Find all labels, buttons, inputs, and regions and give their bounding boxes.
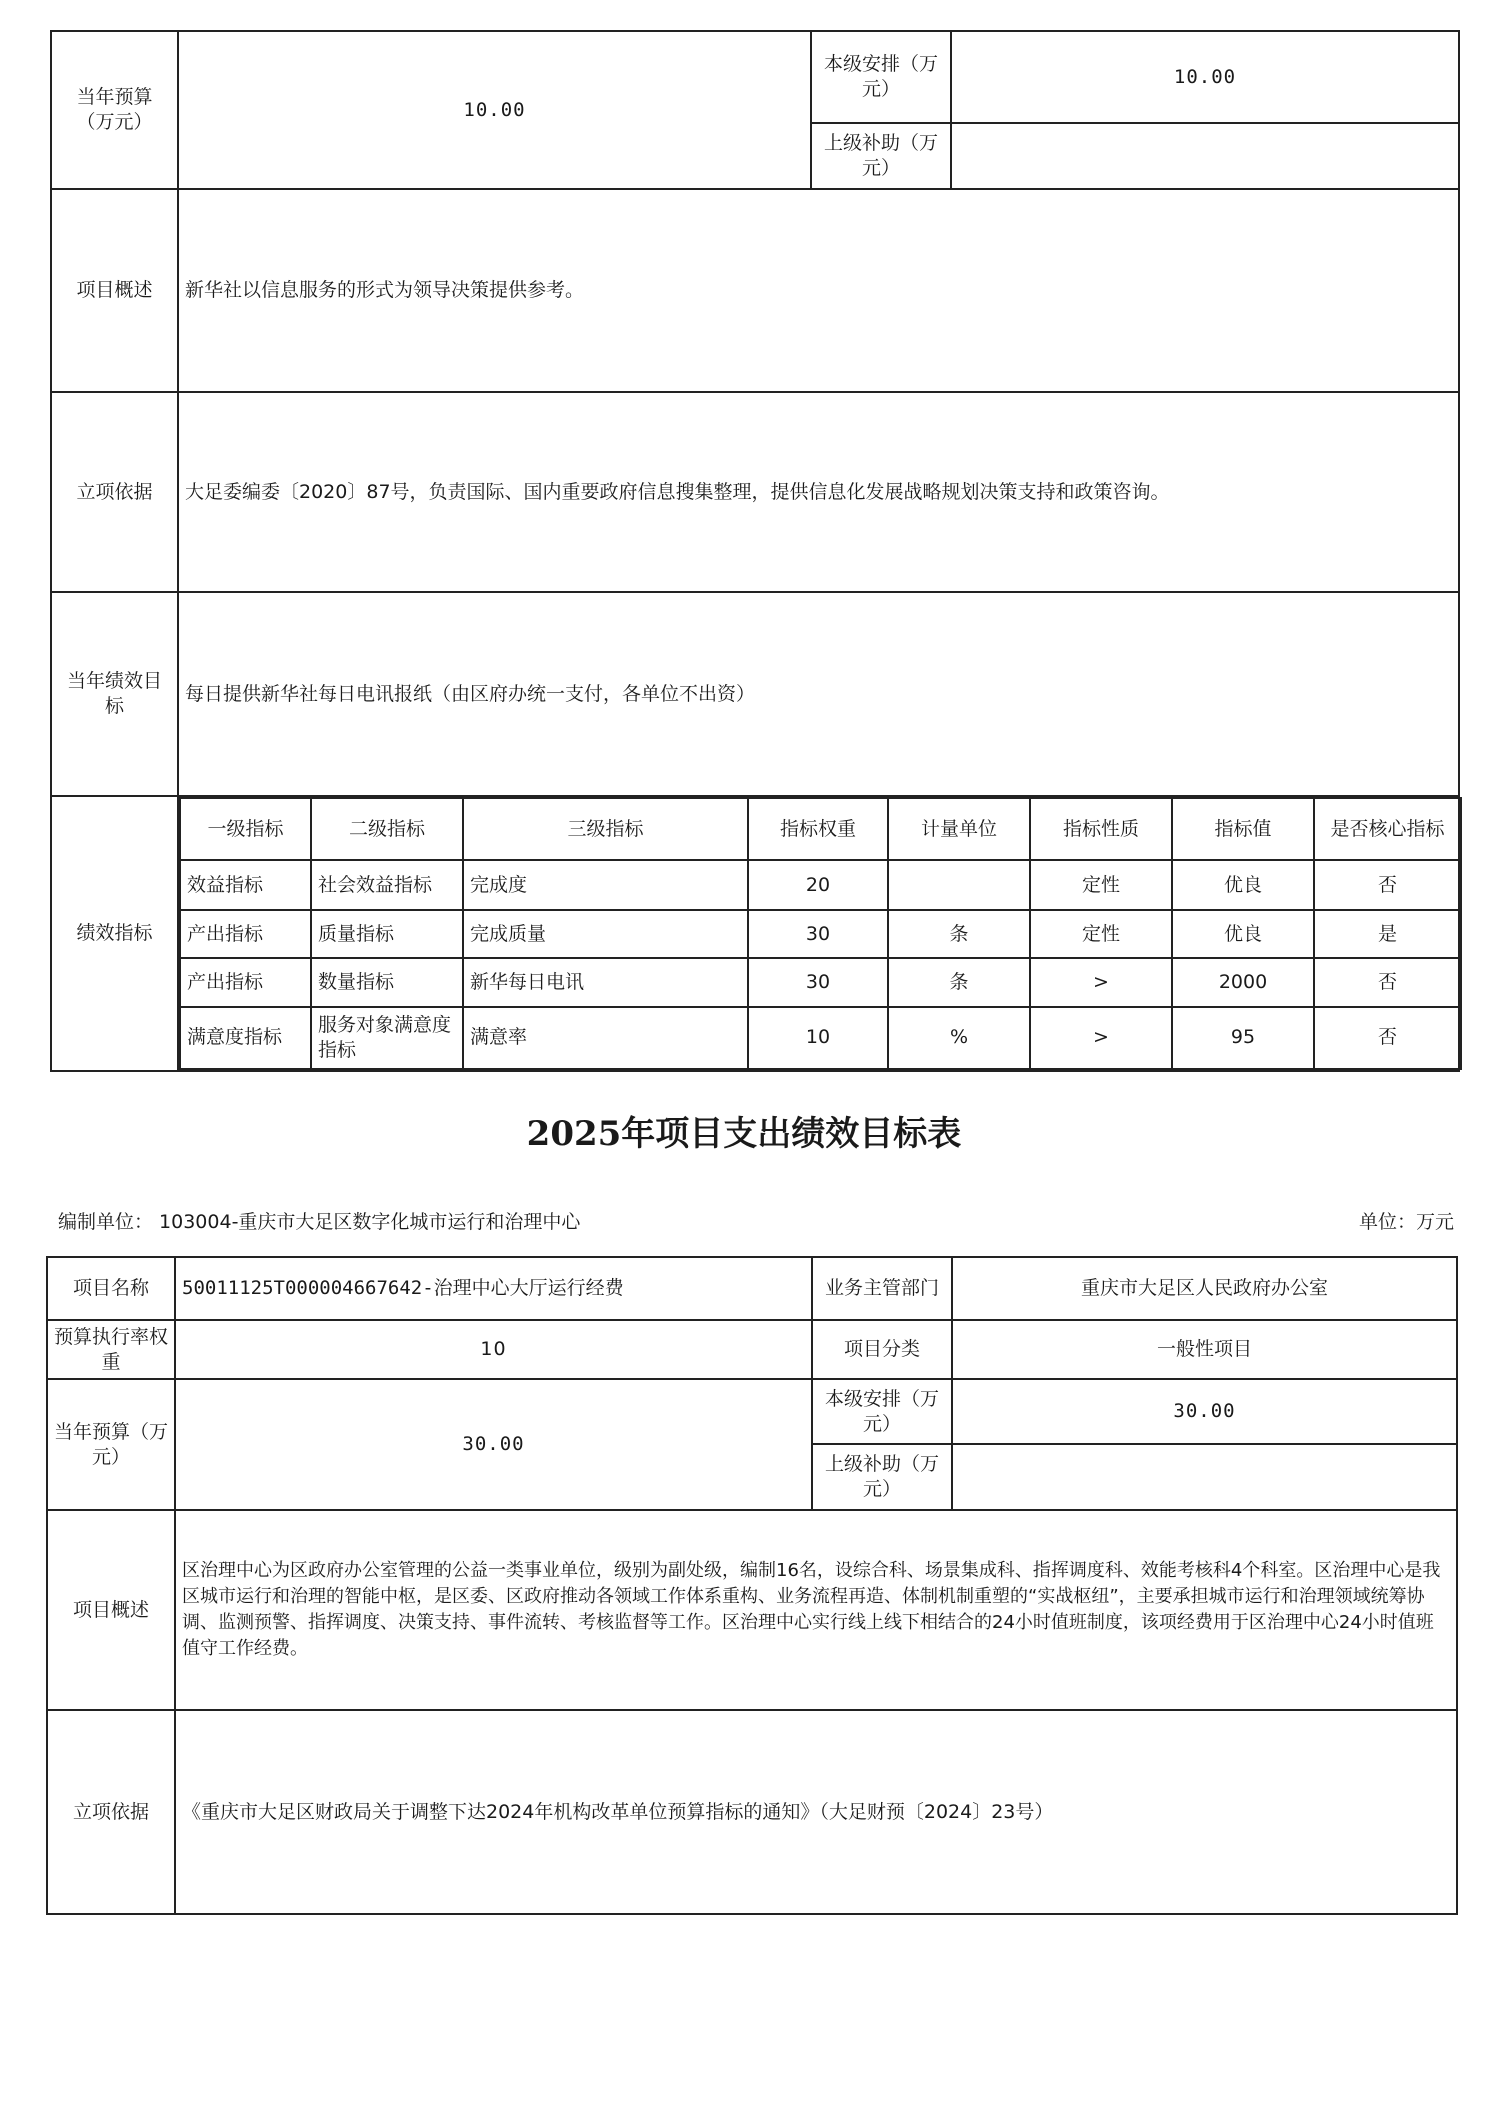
header-cell: 三级指标 — [463, 798, 748, 860]
basis-label: 立项依据 — [51, 392, 178, 592]
overview-text: 新华社以信息服务的形式为领导决策提供参考。 — [178, 189, 1459, 392]
table-row — [180, 958, 1461, 1006]
rate-value: 10 — [175, 1320, 812, 1379]
budget-total: 30.00 — [175, 1379, 812, 1510]
level2-cell: 数量指标 — [311, 958, 463, 1006]
weight-cell: 10 — [748, 1007, 888, 1070]
dept-label: 业务主管部门 — [812, 1257, 952, 1320]
unit-cell: % — [888, 1007, 1030, 1070]
indicator-table — [179, 797, 1462, 1070]
value-cell: 95 — [1172, 1007, 1314, 1070]
basis-text: 《重庆市大足区财政局关于调整下达2024年机构改革单位预算指标的通知》（大足财预〔2024〕23号） — [175, 1710, 1457, 1914]
project-name-value: 50011125T000004667642-治理中心大厅运行经费 — [175, 1257, 812, 1320]
level1-cell: 效益指标 — [180, 860, 311, 909]
goal-label: 当年绩效目标 — [51, 592, 178, 796]
header-cell: 计量单位 — [888, 798, 1030, 860]
project-name-label: 项目名称 — [47, 1257, 175, 1320]
header-cell: 一级指标 — [180, 798, 311, 860]
level-label: 本级安排（万元） — [811, 31, 951, 123]
unit-cell: 条 — [888, 958, 1030, 1006]
level2-cell: 社会效益指标 — [311, 860, 463, 909]
dept-value: 重庆市大足区人民政府办公室 — [952, 1257, 1457, 1320]
indicator-cell — [178, 796, 1459, 1071]
level3-cell: 完成度 — [463, 860, 748, 909]
nature-cell: 定性 — [1030, 910, 1172, 958]
compiling-unit: 编制单位： 103004-重庆市大足区数字化城市运行和治理中心 — [58, 1211, 581, 1233]
nature-cell: > — [1030, 1007, 1172, 1070]
level-value: 30.00 — [952, 1379, 1457, 1444]
budget-label: 当年预算（万元） — [51, 31, 178, 189]
weight-cell: 20 — [748, 860, 888, 909]
overview-text: 区治理中心为区政府办公室管理的公益一类事业单位，级别为副处级，编制16名，设综合科、场景集成科、指挥调度科、效能考核科4个科室。区治理中心是我区城市运行和治理的智能中枢，是区委、区政府推动各领域工作体系重构、业务流程再造、体制机制重塑的“实战枢纽”，主要承担城市运行和治理领域统筹协调、监测预警、指挥调度、决策支持、事件流转、考核监督等工作。区治理中心实行线上线下相结合的24小时值班制度，该项经费用于区治理中心24小时值班值守工作经费。 — [175, 1510, 1457, 1710]
money-unit: 单位：万元 — [1358, 1211, 1454, 1233]
value-cell: 优良 — [1172, 860, 1314, 909]
core-cell: 是 — [1314, 910, 1461, 958]
rate-label: 预算执行率权重 — [47, 1320, 175, 1379]
upper-value — [951, 123, 1459, 189]
header-cell: 指标值 — [1172, 798, 1314, 860]
value-cell: 2000 — [1172, 958, 1314, 1006]
level2-cell: 服务对象满意度指标 — [311, 1007, 463, 1070]
core-cell: 否 — [1314, 958, 1461, 1006]
overview-label: 项目概述 — [51, 189, 178, 392]
header-cell: 指标性质 — [1030, 798, 1172, 860]
header-cell: 指标权重 — [748, 798, 888, 860]
nature-cell: 定性 — [1030, 860, 1172, 909]
indicator-header-row — [180, 798, 1461, 860]
perf-label: 绩效指标 — [51, 796, 178, 1071]
table-row — [180, 860, 1461, 909]
header-cell: 二级指标 — [311, 798, 463, 860]
second-table — [46, 1256, 1458, 1915]
overview-label: 项目概述 — [47, 1510, 175, 1710]
upper-value — [952, 1444, 1457, 1510]
core-cell: 否 — [1314, 860, 1461, 909]
top-table — [50, 30, 1460, 1072]
weight-cell: 30 — [748, 958, 888, 1006]
table-row — [180, 1007, 1461, 1070]
header-cell: 是否核心指标 — [1314, 798, 1461, 860]
basis-label: 立项依据 — [47, 1710, 175, 1914]
level-value: 10.00 — [951, 31, 1459, 123]
basis-text: 大足委编委〔2020〕87号，负责国际、国内重要政府信息搜集整理，提供信息化发展战略规划决策支持和政策咨询。 — [178, 392, 1459, 592]
value-cell: 优良 — [1172, 910, 1314, 958]
table-row — [180, 910, 1461, 958]
weight-cell: 30 — [748, 910, 888, 958]
goal-text: 每日提供新华社每日电讯报纸（由区府办统一支付，各单位不出资） — [178, 592, 1459, 796]
level3-cell: 新华每日电讯 — [463, 958, 748, 1006]
level1-cell: 产出指标 — [180, 958, 311, 1006]
level3-cell: 满意率 — [463, 1007, 748, 1070]
level-label: 本级安排（万元） — [812, 1379, 952, 1444]
core-cell: 否 — [1314, 1007, 1461, 1070]
budget-total: 10.00 — [178, 31, 811, 189]
category-label: 项目分类 — [812, 1320, 952, 1379]
unit-cell — [888, 860, 1030, 909]
upper-label: 上级补助（万元） — [812, 1444, 952, 1510]
budget-label: 当年预算（万元） — [47, 1379, 175, 1510]
page-title: 2025年项目支出绩效目标表 — [526, 1114, 962, 1154]
level2-cell: 质量指标 — [311, 910, 463, 958]
category-value: 一般性项目 — [952, 1320, 1457, 1379]
level1-cell: 产出指标 — [180, 910, 311, 958]
unit-cell: 条 — [888, 910, 1030, 958]
upper-label: 上级补助（万元） — [811, 123, 951, 189]
level1-cell: 满意度指标 — [180, 1007, 311, 1070]
nature-cell: > — [1030, 958, 1172, 1006]
level3-cell: 完成质量 — [463, 910, 748, 958]
